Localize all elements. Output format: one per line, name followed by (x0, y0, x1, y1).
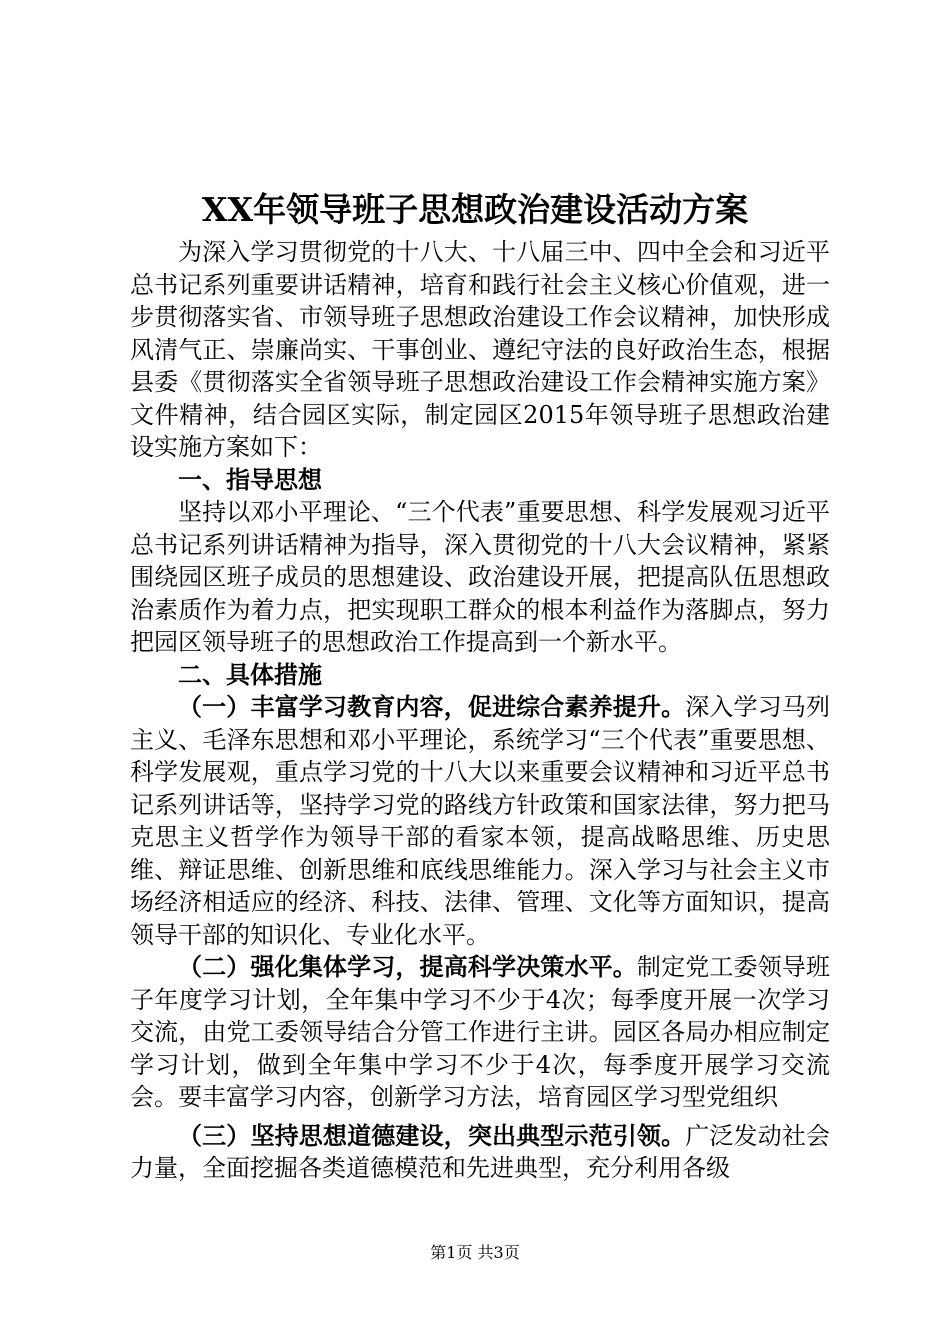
page-footer: 第1页 共3页 (430, 1243, 520, 1262)
measure-paragraph-1 (130, 691, 830, 951)
measure-body-3: 广泛发动社会力量，全面挖掘各类道德模范和先进典型，充分利用各级 (130, 1121, 831, 1182)
document-body (130, 236, 830, 1185)
section-heading-guiding-thought: 一、指导思想 (178, 464, 322, 494)
measure-body-2: 制定党工委领导班子年度学习计划，全年集中学习不少于4次；每季度开展一次学习交流，由党工委领导结合分管工作进行主讲。园区各局办相应制定学习计划，做到全年集中学习不少于4次，每季度开展学习交流会。要丰富学习内容，创新学习方法，培育园区学习型党组织 (130, 953, 830, 1111)
measure-lead-1: （一）丰富学习教育内容，促进综合素养提升。 (178, 692, 686, 721)
intro-paragraph: 为深入学习贯彻党的十八大、十八届三中、四中全会和习近平总书记系列重要讲话精神，培育和践行社会主义核心价值观，进一步贯彻落实省、市领导班子思想政治建设工作会议精神，加快形成风清气正、崇廉尚实、干事创业、遵纪守法的良好政治生态，根据县委《贯彻落实全省领导班子思想政治建设工作会精神实施方案》文件精神，结合园区实际，制定园区2015年领导班子思想政治建设实施方案如下： (130, 238, 830, 461)
document-title: XX年领导班子思想政治建设活动方案 (201, 190, 749, 229)
measure-paragraph-2 (130, 951, 830, 1114)
section-heading-measures: 二、具体措施 (178, 659, 322, 689)
measure-lead-2: （二）强化集体学习，提高科学决策水平。 (178, 952, 637, 981)
guiding-thought-paragraph: 坚持以邓小平理论、“三个代表”重要思想、科学发展观习近平总书记系列讲话精神为指导，深入贯彻党的十八大会议精神，紧紧围绕园区班子成员的思想建设、政治建设开展，把提高队伍思想政治素质作为着力点，把实现职工群众的根本利益作为落脚点，努力把园区领导班子的思想政治工作提高到一个新水平。 (130, 498, 830, 656)
measure-lead-3: （三）坚持思想道德建设，突出典型示范引领。 (178, 1120, 686, 1150)
measure-paragraph-3 (130, 1120, 830, 1185)
measure-body-1: 深入学习马列主义、毛泽东思想和邓小平理论，系统学习“三个代表”重要思想、科学发展观，重点学习党的十八大以来重要会议精神和习近平总书记系列讲话等，坚持学习党的路线方针政策和国家法律，努力把马克思主义哲学作为领导干部的看家本领，提高战略思维、历史思维、辩证思维、创新思维和底线思维能力。深入学习与社会主义市场经济相适应的经济、科技、法律、管理、文化等方面知识，提高领导干部的知识化、专业化水平。 (130, 693, 831, 949)
